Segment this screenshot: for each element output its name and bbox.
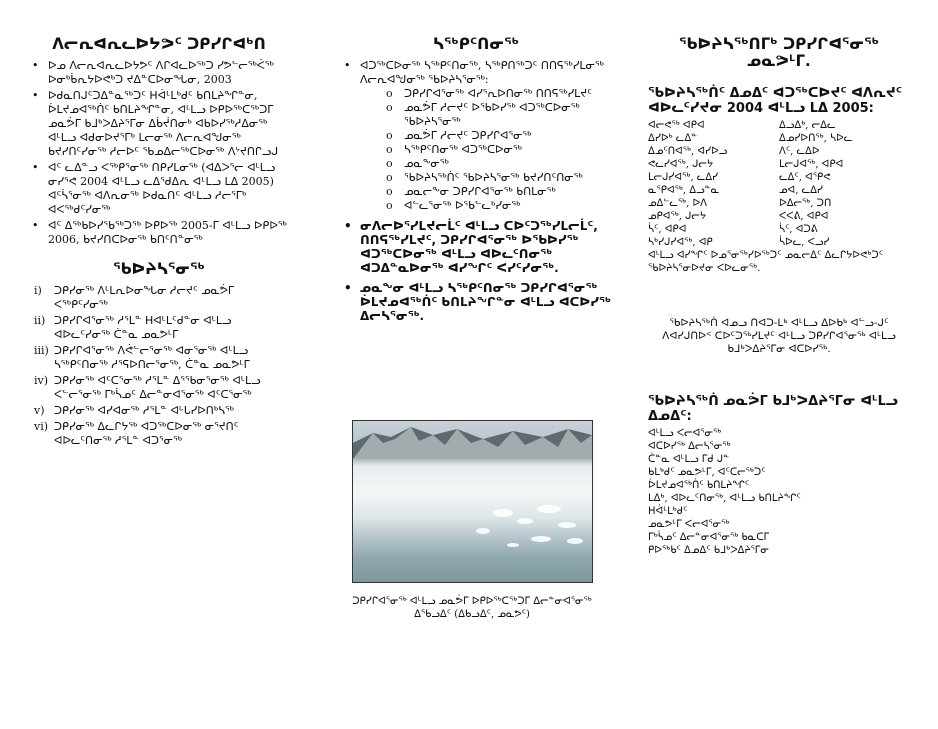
contributors-left (648, 119, 779, 249)
sub-list-item: o ᓄᓇᕘᒥ ᓱᓕᔪᑦ ᑐᑭᓯᒋᐊᕐᓂᖅ (360, 129, 612, 143)
list-item: ᓵᑦ, ᐊᑭᐊ (648, 224, 687, 235)
list-item: • ᐅᑯᓇᑎᒍᑦᑐᐃᓐᓇᖅᑐᑦ ᕼᐋᒻᒪᒃᑯᑦ ᑲᑎᒪᔨᖏᓐᓂ, ᐆᒪᔪᓄᐊᖅᑏᑦ ᑲᑎᒪᔨᖏᓐᓂ, ᐊᒻᒪᓗ ᐅᑭᐅᖅᑕᖅᑐᒥ ᓄᓇᕘᒥ ᑲᒧᒃᐳᐃᔨᕐᒥᓂ ᐃᑳᔫᑎᓂᒃ ᐊᑲᐅᓯᖅᓱᐃᓂᖅ ᐊᒻᒪᓗ ᐊᑯᓂᐅᔪᕐᒥᒃ ᒪᓕᓂᖅ ᐱᓕᕆᐊᖑᓂᖅ ᑲᔪᓯᑎᑦᓯᓂᖅ ᓱᓕᐅᑦ ᖃᓄᐃᓕᖅᑕᐅᓂᖅ ᐱᔾᔪᑎᒋᓗᒍ (28, 89, 290, 159)
list-item (340, 59, 612, 213)
list-item: ᓇᕿᐊᖅ, ᐃᓗᓐᓇ (648, 185, 720, 196)
right-column (648, 36, 910, 557)
list-item: ᓵᐅᓚ, ᐸᓗᓯ (779, 237, 830, 248)
middle-bullet-list (340, 59, 612, 323)
list-item: ᕼᐋᒻᒪᒃᑯᑦ (648, 506, 688, 517)
mountain-icon (353, 421, 592, 582)
list-item: ᑲᒪᒃᑯᑦ ᓄᓇᕗᒻᒥ, ᐊᑦᑕᓕᖅᑐᑦ (648, 467, 766, 478)
list-item (28, 374, 290, 402)
photo-caption: ᑐᑭᓯᒋᐊᕐᓂᖅ ᐊᒻᒪᓗ ᓄᓇᕘᒥ ᐅᑭᐅᖅᑕᖅᑐᒥ ᐃᓕᓐᓂᐊᕐᓂᖅ ᐃᖃᓗᐃᑦ (ᐃᑲᓗᐃᑦ, ᓄᓇᕗᑦ) (352, 596, 592, 620)
list-item: ᓚᐃᑦ, ᐊᕿᕙ (779, 172, 831, 183)
list-item: ᓄᓇᕗᒻᒥ ᐸᓕᐊᕐᓂᖅ (648, 519, 730, 530)
item-number: ii) (34, 314, 46, 327)
contributors-heading: ᖃᐅᔨᓴᖅᑏᑦ ᐃᓄᐃᑦ ᐊᑐᖅᑕᐅᔪᑦ ᐊᐱᕆᔪᑦ ᐊᐅᓚᑦᓯᔪᓂ 2004 ᐊᒻᒪᓗ ᒪᐃ 2005: (648, 86, 903, 116)
list-item: ᕙᓚᓯᐊᖅ, ᒍᓕᔭ (648, 159, 714, 170)
right-column-title: ᖃᐅᔨᓴᖅᑎᒥᒃ ᑐᑭᓯᒋᐊᕐᓂᖅ ᓄᓇᕗᒻᒥ. (678, 35, 879, 70)
list-item (28, 284, 290, 312)
arctic-landscape-photo (352, 420, 593, 583)
list-item: ᒪᓕᒍᐊᖅ, ᐊᑭᐊ (779, 159, 844, 170)
sub-list-item: o ᑐᑭᓯᒋᐊᕐᓂᖅ ᐊᓯᕐᕆᐅᑎᓂᖅ ᑎᑎᕋᖅᓯᒪᔪᑦ (360, 87, 612, 101)
list-item: ᐸᐸᕕ, ᐊᑭᐊ (779, 211, 829, 222)
left-bullet-list (28, 59, 290, 247)
list-item: ᐅᐃᓕᖅ, ᑐᑎ (779, 198, 832, 209)
list-item: ᓄᐊ, ᓚᐃᓯ (779, 185, 823, 196)
list-item: • ᐊᑦ ᓚᐃᓐᓗ ᐸᖅᑭᕐᓂᖅ ᑎᑭᓯᒪᓂᖅ (ᐊᐃᐳᕐᓕ ᐊᒻᒪᓗ ᓂᓯᕐᕙ 2004 ᐊᒻᒪᓗ ᓚᐃᖁᐃᕆ ᐊᒻᒪᓗ ᒪᐃ 2005) ᐊᑦᓵᕐᓂᖅ ᐊᐱᕆᓂᖅ ᐅᑯᓇᑎᑦ ᐊᒻᒪᓗ ᓱᓕᕐᒥᒃ ᐊᐸᖅᑯᑦᓯᓂᖅ (28, 161, 290, 217)
list-item: ᐃᓄᑦᑎᐊᖅ, ᐊᓯᐅᓗ (648, 146, 728, 157)
item-number: vi) (34, 420, 49, 433)
sub-list-item: o ᓄᓇᖕᓂᖅ (360, 157, 612, 171)
list-item: ᐃᓗᐃᒃ, ᓕᐃᓚ (779, 120, 836, 131)
list-item: ᐊᓕᕙᖅ ᐊᑭᐊ (648, 120, 705, 131)
middle-column-title: ᓴᖅᑭᑦᑎᓂᖅ (432, 35, 519, 53)
sub-list-item: o ᖃᐅᔨᓴᖅᑏᑦ ᖃᐅᔨᓴᕐᓂᖅ ᑲᔪᓯᑎᑦᑎᓂᖅ (360, 171, 612, 185)
list-item (28, 420, 290, 448)
funders-list (648, 427, 910, 557)
left-column-title: ᐱᓕᕆᐊᕆᓚᐅᔭᕗᑦ ᑐᑭᓯᒋᐊᒃᑎ (52, 35, 266, 53)
photo-credit: ᖃᐅᔨᓴᖅᑏ ᐊᓄᓗ ᑎᐊᑐ-ᒪᒃ ᐊᒻᒪᓗ ᐃᐅᑲᒃ ᐊᓪᓗ-ᒍᑦ ᐱᐊᓯᒍᑎᐅᑉ ᑕᐅᑦᑐᖅᓯᒪᔪᑦ ᐊᒻᒪᓗ ᑐᑭᓯᒋᐊᕐᓂᖅ ᐊᒻᒪᓗ ᑲᒧᒃᐳᐃᔨᕐᒥᓂ ᐊᑕᐅᓯᖅ. (662, 317, 896, 355)
list-item: ᓴᒃᓯᒍᓯᐊᖅ, ᐊᑭ (648, 237, 713, 248)
list-item: • ᐊᑦ ᐃᖅᑲᐅᓯᖃᖅᑐᖅ ᐅᑭᐅᖅ 2005-ᒥ ᐊᒻᒪᓗ ᐅᑭᐅᖅ 2006, ᑲᔪᓯᑎᑕᐅᓂᖅ ᑲᑎᑦᑎᓐᓂᖅ (28, 219, 290, 247)
list-item (28, 314, 290, 342)
list-item (28, 404, 290, 418)
middle-column (340, 36, 612, 325)
contributors-note: ᐊᒻᒪᓗ ᐊᓯᖏᑦ ᐅᓄᕐᓂᖅᓯᐅᖅᑐᑦ ᓄᓇᓕᐃᑦ ᐃᓚᒋᔭᐅᕙᒃᑐᑦ ᖃᐅᔨᓴᕐᓂᐅᔪᓂ ᐸᐅᓚᓂᖅ. (648, 250, 884, 274)
list-item: ᒪᐃᒃ, ᐊᐅᓚᑦᑎᓂᖅ, ᐊᒻᒪᓗ ᑲᑎᒪᔨᖏᑦ (648, 493, 801, 504)
list-item: ᐱᑦ, ᓚᐃᐅ (779, 146, 820, 157)
list-item: • ᓂᐱᓕᐅᕐᓯᒪᔪᓕᒫᑦ ᐊᒻᒪᓗ ᑕᐅᑦᑐᖅᓯᒪᓕᒫᑦ, ᑎᑎᕋᖅᓯᒪᔪᑦ, ᑐᑭᓯᒋᐊᕐᓂᖅ ᐅᖃᐅᓯᖅ ᐊᑐᖅᑕᐅᓂᖅ ᐊᒻᒪᓗ ᐊᐅᓚᑦᑎᓂᖅ ᐊᑐᐃᓐᓇᐅᓂᖅ ᐊᓯᖏᑦ ᐸᓯᑦᓯᓂᖅ. (340, 219, 612, 275)
list-item: ᐊᒻᒪᓗ ᐸᓕᐊᕐᓂᖅ (648, 428, 722, 439)
item-text: ᑐᑭᓯᓂᖅ ᐱᒻᒪᕆᐅᓂᖓᓂ ᓱᓕᔪᑦ ᓄᓇᕘᒥ ᐸᖅᑭᑦᓯᓂᖅ (54, 284, 235, 311)
item-number: iii) (34, 344, 49, 357)
list-item: ᓄᑭᐊᖅ, ᒍᓕᔭ (648, 211, 707, 222)
item-text: ᐊᑐᖅᑕᐅᓂᖅ ᓴᖅᑭᑦᑎᓂᖅ, ᓴᖅᑭᑎᖅᑐᑦ ᑎᑎᕋᖅᓯᒪᓂᖅ ᐱᓕᕆᐊᖑᓂᖅ ᖃᐅᔨᓴᕐᓂᖅ: (360, 59, 604, 86)
sub-list-item: o ᓴᖅᑭᑦᑎᓂᖅ ᐊᑐᖅᑕᐅᓂᖅ (360, 143, 612, 157)
sub-list (360, 87, 612, 213)
list-item: ᐃᓯᐅᒃ ᓚᐃᓐ (648, 133, 698, 144)
sub-list-item: o ᓄᓇᓕᖕᓂ ᑐᑭᓯᒋᐊᕐᓂᖅ ᑲᑎᒪᓂᖅ (360, 185, 612, 199)
list-item: ᑭᐅᖅᑲᑦ ᐃᓄᐃᑦ ᑲᒧᒃᐳᐃᔨᕐᒥᓂ (648, 545, 769, 556)
left-column (28, 36, 290, 450)
list-item: ᒪᓕᒍᓯᐊᖅ, ᓚᐃᓯ (648, 172, 719, 183)
item-number: v) (34, 404, 45, 417)
sub-list-item: o ᐊᓪᓚᕐᓂᖅ ᐅᖃᓪᓚᒃᓯᓂᖅ (360, 199, 612, 213)
item-text: ᑐᑭᓯᒋᐊᕐᓂᖅ ᐱᕚᓪᓕᕐᓂᖅ ᐊᓂᕐᓂᖅ ᐊᒻᒪᓗ ᓴᖅᑭᑦᑎᓂᖅ ᓱᕐᕋᐅᑎᓕᕐᓂᖅ, ᑖᓐᓇ ᓄᓇᕗᒻᒥ (54, 344, 250, 371)
list-item: ᐆᒪᔪᓄᐊᖅᑏᑦ ᑲᑎᒪᔨᖏᑦ (648, 480, 750, 491)
list-item: • ᐅᓄ ᐱᓕᕆᐊᕆᓚᐅᔭᕗᑦ ᐱᒋᐊᓚᐅᖅᑐ ᓯᕗᓪᓕᖅᐹᖅ ᐅᓂᒃᑳᕆᔭᐅᕙᒃᑐ ᔪᐃᓐᑕᐅᓂᖓᓂ, 2003 (28, 59, 290, 87)
sub-list-item: o ᓄᓇᕘᒥ ᓱᓕᔪᑦ ᐅᖃᐅᓯᖅ ᐊᑐᖅᑕᐅᓂᖅ ᖃᐅᔨᓴᕐᓂᖅ (360, 101, 612, 129)
list-item (28, 344, 290, 372)
list-item: ᑖᓐᓇ ᐊᒻᒪᓗ ᒥᑯ ᒍᓐ (648, 454, 730, 465)
list-item: ᓄᐃᓪᓚᖅ, ᐅᐱ (648, 198, 708, 209)
list-item: ᓵᑦ, ᐊᑐᕕ (779, 224, 818, 235)
list-item: ᒥᒃᓵᓄᑦ ᐃᓕᓐᓂᐊᕐᓂᖅ ᑲᓇᑕᒥ (648, 532, 770, 543)
item-text: ᑐᑭᓯᓂᖅ ᐊᓯᐊᓂᖅ ᓱᕐᒪᓐ ᐊᒡᒐᓯᐅᑎᒃᓴᖅ (54, 404, 234, 417)
contributors-list (648, 119, 910, 249)
list-item: ᐃᓄᓯᐅᑎᖅ, ᓴᐅᓚ (779, 133, 853, 144)
item-number: iv) (34, 374, 49, 387)
item-text: ᑐᑭᓯᓂᖅ ᐃᓚᒋᔭᖅ ᐊᑐᖅᑕᐅᓂᖅ ᓂᕐᔪᑎᑦ ᐊᐅᓚᑦᑎᓂᖅ ᓱᕐᒪᓐ ᐊᑐᕐᓂᖅ (54, 420, 239, 447)
objectives-heading: ᖃᐅᔨᓴᕐᓂᖅ (113, 260, 205, 278)
item-text: ᑐᑭᓯᒋᐊᕐᓂᖅ ᓱᕐᒪᓐ ᕼᐊᒻᒪᑦᑯᓐᓂ ᐊᒻᒪᓗ ᐊᐅᓚᑦᓯᓂᖅ ᑖᓐᓇ ᓄᓇᕗᒻᒥ (54, 314, 232, 341)
item-text: ᑐᑭᓯᓂᖅ ᐊᑦᑕᕐᓂᖅ ᓱᕐᒪᓐ ᐃᕐᖃᓂᕐᓂᖅ ᐊᒻᒪᓗ ᐸᓪᓕᕐᓂᖅ ᒥᒃᓵᓄᑦ ᐃᓕᓐᓂᐊᕐᓂᖅ ᐊᑦᑕᕐᓂᖅ (54, 374, 261, 401)
item-number: i) (34, 284, 42, 297)
list-item: ᐊᑕᐅᓯᖅ ᐃᓕᓴᕐᓂᖅ (648, 441, 731, 452)
funders-heading: ᖃᐅᔨᓴᖅᑏ ᓄᓇᕘᒥ ᑲᒧᒃᐳᐃᔨᕐᒥᓂ ᐊᒻᒪᓗ ᐃᓄᐃᑦ: (648, 394, 898, 424)
contributors-right (779, 119, 910, 249)
objectives-list (28, 284, 290, 448)
list-item: • ᓄᓇᖕᓂ ᐊᒻᒪᓗ ᓴᖅᑭᑦᑎᓂᖅ ᑐᑭᓯᒋᐊᕐᓂᖅ ᐆᒪᔪᓄᐊᖅᑏᑦ ᑲᑎᒪᔨᖏᓐᓂ ᐊᒻᒪᓗ ᐊᑕᐅᓯᖅ ᐃᓕᓴᕐᓂᖅ. (340, 281, 612, 323)
